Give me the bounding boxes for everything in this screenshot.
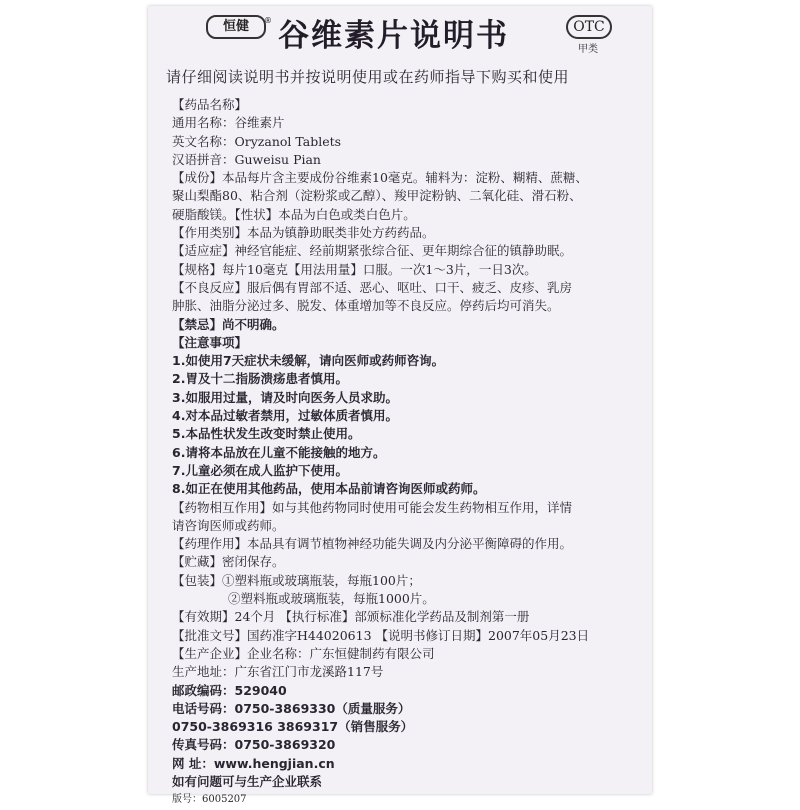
adverse-reactions-line-2: 肿胀、油脂分泌过多、脱发、体重增加等不良反应。停药后均可消失。 [172, 298, 560, 314]
generic-name: 通用名称：谷维素片 [172, 115, 285, 131]
phone-quality: 电话号码：0750-3869330（质量服务） [172, 700, 411, 716]
otc-badge: OTC [566, 15, 612, 39]
section-drug-name: 【药品名称】 [172, 97, 248, 112]
interactions-line-2: 请咨询医师或药师。 [172, 517, 285, 533]
composition-line-1: 【成份】本品每片含主要成份谷维素10毫克。辅料为：淀粉、糊精、蔗糖、 [172, 170, 588, 186]
action-category: 【作用类别】本品为镇静助眠类非处方药药品。 [172, 225, 435, 241]
manufacturer: 【生产企业】企业名称：广东恒健制药有限公司 [172, 645, 435, 661]
storage: 【贮藏】密闭保存。 [172, 554, 285, 570]
contact-note: 如有问题可与生产企业联系 [172, 773, 323, 789]
precaution-item-3: 3.如服用过量，请及时向医务人员求助。 [172, 389, 398, 405]
precaution-item-2: 2.胃及十二指肠溃疡患者慎用。 [172, 371, 348, 387]
approval-revision: 【批准文号】国药准字H44020613 【说明书修订日期】2007年05月23日 [172, 627, 590, 643]
website: 网 址：www.hengjian.cn [172, 755, 335, 771]
interactions-line-1: 【药物相互作用】如与其他药物同时使用可能会发生药物相互作用，详情 [172, 499, 573, 515]
precaution-item-5: 5.本品性状发生改变时禁止使用。 [172, 426, 361, 442]
otc-class-label: 甲类 [578, 44, 598, 55]
postal-code: 邮政编码：529040 [172, 682, 287, 698]
packaging-line-2: ②塑料瓶或玻璃瓶装，每瓶1000片。 [228, 591, 435, 607]
version-number: 版号：6005207 [172, 794, 247, 806]
precaution-item-4: 4.对本品过敏者禁用，过敏体质者慎用。 [172, 408, 398, 424]
packaging-line-1: 【包装】①塑料瓶或玻璃瓶装，每瓶100片； [172, 572, 421, 588]
brand-logo [206, 15, 272, 39]
adverse-reactions-line-1: 【不良反应】服后偶有胃部不适、恶心、呕吐、口干、疲乏、皮疹、乳房 [172, 279, 573, 295]
precaution-item-7: 7.儿童必须在成人监护下使用。 [172, 462, 348, 478]
fax-number: 传真号码：0750-3869320 [172, 737, 336, 753]
precaution-item-1: 1.如使用7天症状未缓解，请向医师或药师咨询。 [172, 353, 445, 369]
pharmacology: 【药理作用】本品具有调节植物神经功能失调及内分泌平衡障碍的作用。 [172, 536, 573, 552]
composition-line-2: 聚山梨酯80、粘合剂（淀粉浆或乙醇）、羧甲淀粉钠、二氧化硅、滑石粉、 [172, 188, 582, 204]
contraindications: 【禁忌】尚不明确。 [172, 316, 285, 332]
phone-sales: 0750-3869316 3869317（销售服务） [172, 719, 414, 735]
pinyin-name: 汉语拼音：Guweisu Pian [172, 151, 321, 167]
precaution-item-8: 8.如正在使用其他药品，使用本品前请咨询医师或药师。 [172, 481, 486, 497]
leaflet-body [172, 96, 642, 810]
precautions-heading: 【注意事项】 [172, 334, 248, 350]
english-name: 英文名称：Oryzanol Tablets [172, 133, 342, 149]
validity-standard: 【有效期】24个月 【执行标准】部颁标准化学药品及制剂第一册 [172, 609, 530, 625]
usage-notice: 请仔细阅读说明书并按说明使用或在药师指导下购买和使用 [166, 68, 570, 86]
composition-line-3: 硬脂酸镁。【性状】本品为白色或类白色片。 [172, 206, 416, 222]
registered-mark: ® [264, 16, 272, 25]
precaution-item-6: 6.请将本品放在儿童不能接触的地方。 [172, 444, 386, 460]
brand-logo-text: 恒健 [222, 19, 249, 34]
specification-dosage: 【规格】每片10毫克【用法用量】口服。一次1～3片，一日3次。 [172, 261, 537, 277]
indications: 【适应症】神经官能症、经前期紧张综合征、更年期综合征的镇静助眠。 [172, 243, 573, 259]
address: 生产地址：广东省江门市龙溪路117号 [172, 664, 384, 680]
document-title: 谷维素片说明书 [278, 18, 509, 54]
